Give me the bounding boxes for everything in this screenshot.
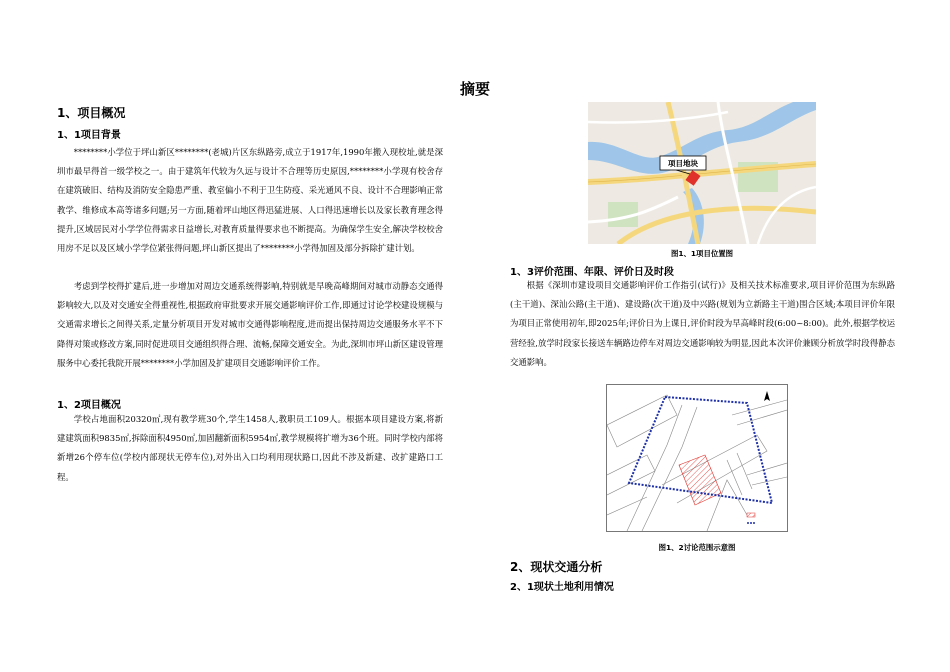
study-area-figure	[606, 384, 788, 532]
figure-1-1-caption: 图1、1项目位置图	[670, 249, 734, 258]
location-map	[588, 102, 816, 244]
section-1-1-paragraph-1: ********小学位于坪山新区********(老城)片区东纵路旁,成立于1917年,1990年搬入现校址,就是深圳市最早得首一级学校之一。由于建筑年代较为久远与设计不合理等历史原因,********小学现有校舍存在建筑破旧、结构及消防安全隐患严重、教室偏小不利于卫生防疫、采光通风不良、设计不合理影响正常教学、维修成本高等诸多问题;另一方面,随着坪山地区得迅猛进展、人口得迅速增长以及家长教育理念得提升,区域居民对小学学位得需求日益增长,对教育质量得要求也不断提高。为确保学生安全,解决学校校舍用房不足以及区域小学学位紧张得问题,坪山新区提出了********小学得加固及部分拆除扩建计划。	[57, 147, 443, 254]
section-1-heading: 1、项目概况	[57, 106, 126, 120]
project-site-label: 项目地块	[668, 159, 698, 168]
section-2-heading: 2、现状交通分析	[510, 560, 603, 574]
section-1-1-heading: 1、1项目背景	[57, 130, 121, 141]
section-1-1-paragraph-2: 考虑到学校得扩建后,进一步增加对周边交通系统得影响,特别就是早晚高峰期间对城市动静态交通得影响较大,以及对交通安全得重视性,根据政府审批要求开展交通影响评价工作,即通过讨论学校建设规模与交通需求增长之间得关系,定量分析项目开发对城市交通得影响程度,进而提出保持周边交通服务水平不下降得对策或修改方案,同时促进项目交通组织得合理、流畅,保障交通安全。为此,深圳市坪山新区建设管理服务中心委托我院开展********小学加固及扩建项目交通影响评价工作。	[57, 281, 443, 368]
section-1-3-paragraph: 根据《深圳市建设项目交通影响评价工作指引(试行)》及相关技术标准要求,项目评价范围为东纵路(主干道)、深汕公路(主干道)、建设路(次干道)及中兴路(规划为立新路主干道)围合区域;本项目评价年限为项目正常使用初年,即2025年;评价日为上课日,评价时段为早高峰时段(6:00~8:00)。此外,根据学校运营经验,放学时段家长接送车辆路边停车对周边交通影响较为明显,因此本次评价兼顾分析放学时段得静态交通影响。	[510, 280, 895, 367]
section-1-3-heading: 1、3评价范围、年限、评价日及时段	[510, 267, 674, 278]
figure-1-2-caption: 图1、2讨论范围示意图	[658, 543, 736, 552]
section-2-1-heading: 2、1现状土地利用情况	[510, 582, 614, 593]
page-title: 摘要	[459, 80, 490, 98]
section-1-2-paragraph: 学校占地面积20320㎡,现有教学班30个,学生1458人,教职员工109人。根据本项目建设方案,将新建建筑面积9835㎡,拆除面积4950㎡,加固翻新面积5954㎡,教学规模将扩增为36个班。同时学校内部将新增26个停车位(学校内部现状无停车位),对外出入口均利用现状路口,因此不涉及新建、改扩建路口工程。	[57, 414, 443, 482]
study-area-map	[607, 385, 787, 531]
section-1-2-heading: 1、2项目概况	[57, 400, 121, 411]
location-map-figure	[588, 102, 816, 244]
